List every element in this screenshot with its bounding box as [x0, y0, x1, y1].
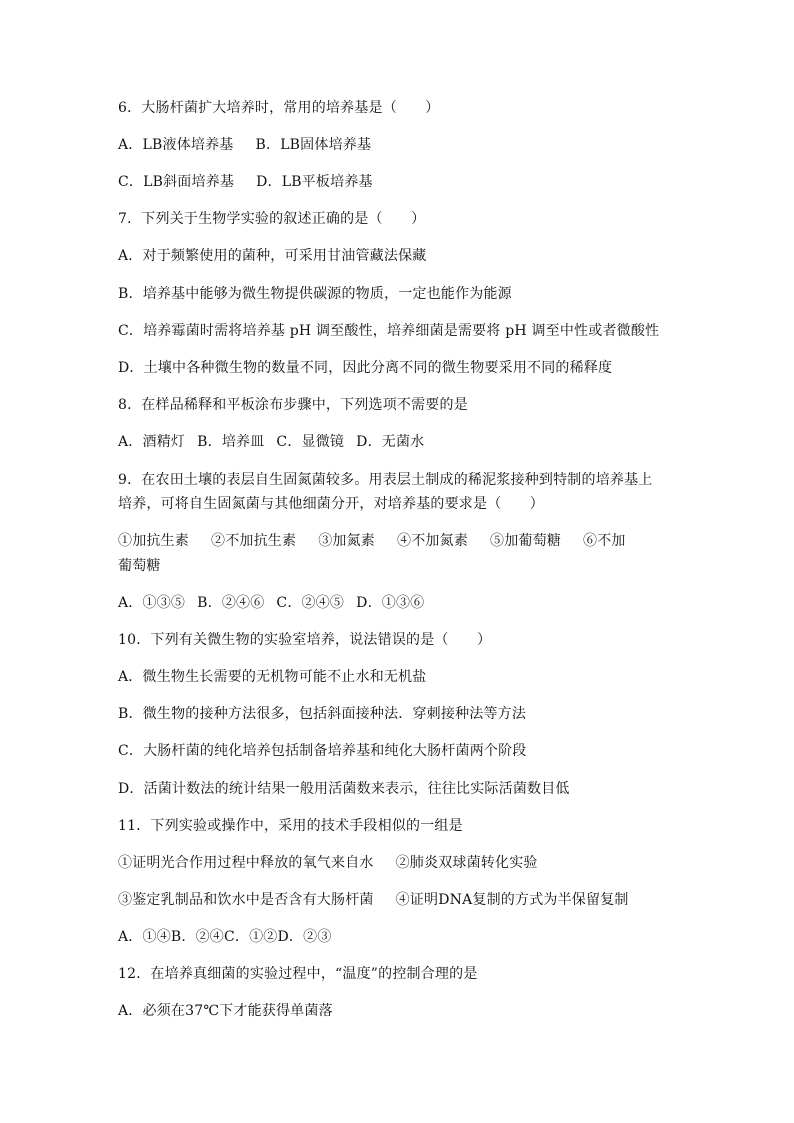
question-8-options — [118, 432, 424, 452]
option-d: D．①③⑥ — [356, 595, 425, 611]
option-c: C．显微镜 — [276, 434, 345, 450]
question-12-option-a: A．必须在37℃下才能获得单菌落 — [118, 1003, 333, 1019]
question-7-stem: 7．下列关于生物学实验的叙述正确的是（ ） — [118, 211, 426, 227]
option-d: D．无菌水 — [356, 434, 425, 450]
item-4: ④不加氮素 — [397, 533, 469, 549]
item-2: ②不加抗生素 — [211, 533, 297, 549]
question-11-options: A．①④B．②④C．①②D．②③ — [118, 929, 332, 945]
option-a: A．酒精灯 — [118, 434, 186, 450]
question-9-stem-line-1: 9．在农田土壤的表层自生固氮菌较多。用表层土制成的稀泥浆接种到特制的培养基上 — [118, 472, 653, 488]
question-6-options-row-2 — [118, 172, 373, 192]
question-10-option-a: A．微生物生长需要的无机物可能不止水和无机盐 — [118, 669, 427, 685]
item-4: ④证明DNA复制的方式为半保留复制 — [395, 892, 629, 908]
question-7-option-a: A．对于频繁使用的菌种，可采用甘油管藏法保藏 — [118, 248, 427, 264]
question-10-option-d: D．活菌计数法的统计结果一般用活菌数来表示，往往比实际活菌数目低 — [118, 781, 570, 797]
question-7-option-c: C．培养霉菌时需将培养基 pH 调至酸性，培养细菌是需要将 pH 调至中性或者微酸性 — [118, 323, 660, 339]
option-b: B．②④⑥ — [197, 595, 265, 611]
item-6: ⑥不加 — [583, 533, 626, 549]
question-9-items — [118, 531, 678, 551]
item-1: ①加抗生素 — [118, 533, 189, 549]
question-9-items-wrap: 葡萄糖 — [118, 558, 161, 574]
question-11-items-row-2 — [118, 890, 629, 910]
question-10-option-c: C．大肠杆菌的纯化培养包括制备培养基和纯化大肠杆菌两个阶段 — [118, 743, 527, 759]
option-b: B．LB固体培养基 — [255, 137, 372, 153]
item-5: ⑤加葡萄糖 — [490, 533, 562, 549]
option-c: C．LB斜面培养基 — [118, 174, 235, 190]
item-2: ②肺炎双球菌转化实验 — [395, 855, 538, 871]
question-8-stem: 8．在样品稀释和平板涂布步骤中，下列选项不需要的是 — [118, 397, 468, 413]
option-d: D．LB平板培养基 — [256, 174, 373, 190]
option-c: C．②④⑤ — [276, 595, 345, 611]
item-3: ③鉴定乳制品和饮水中是否含有大肠杆菌 — [118, 892, 374, 908]
question-9-stem-line-2: 培养，可将自生固氮菌与其他细菌分开，对培养基的要求是（ ） — [118, 496, 544, 512]
question-12-stem: 12．在培养真细菌的实验过程中，“温度”的控制合理的是 — [118, 966, 478, 982]
option-a: A．①③⑤ — [118, 595, 186, 611]
option-b: B．培养皿 — [197, 434, 265, 450]
question-9-options — [118, 593, 424, 613]
item-1: ①证明光合作用过程中释放的氧气来自水 — [118, 855, 374, 871]
item-3: ③加氮素 — [318, 533, 376, 549]
question-11-stem: 11．下列实验或操作中，采用的技术手段相似的一组是 — [118, 818, 463, 834]
question-10-option-b: B．微生物的接种方法很多，包括斜面接种法．穿刺接种法等方法 — [118, 706, 527, 722]
option-a: A．LB液体培养基 — [118, 137, 234, 153]
question-6-stem: 6．大肠杆菌扩大培养时，常用的培养基是（ ） — [118, 100, 440, 116]
question-10-stem: 10．下列有关微生物的实验室培养，说法错误的是（ ） — [118, 632, 492, 648]
question-7-option-d: D．土壤中各种微生物的数量不同，因此分离不同的微生物要采用不同的稀释度 — [118, 360, 613, 376]
question-6-options-row-1 — [118, 135, 371, 155]
question-11-items-row-1 — [118, 853, 538, 873]
question-7-option-b: B．培养基中能够为微生物提供碳源的物质，一定也能作为能源 — [118, 286, 512, 302]
